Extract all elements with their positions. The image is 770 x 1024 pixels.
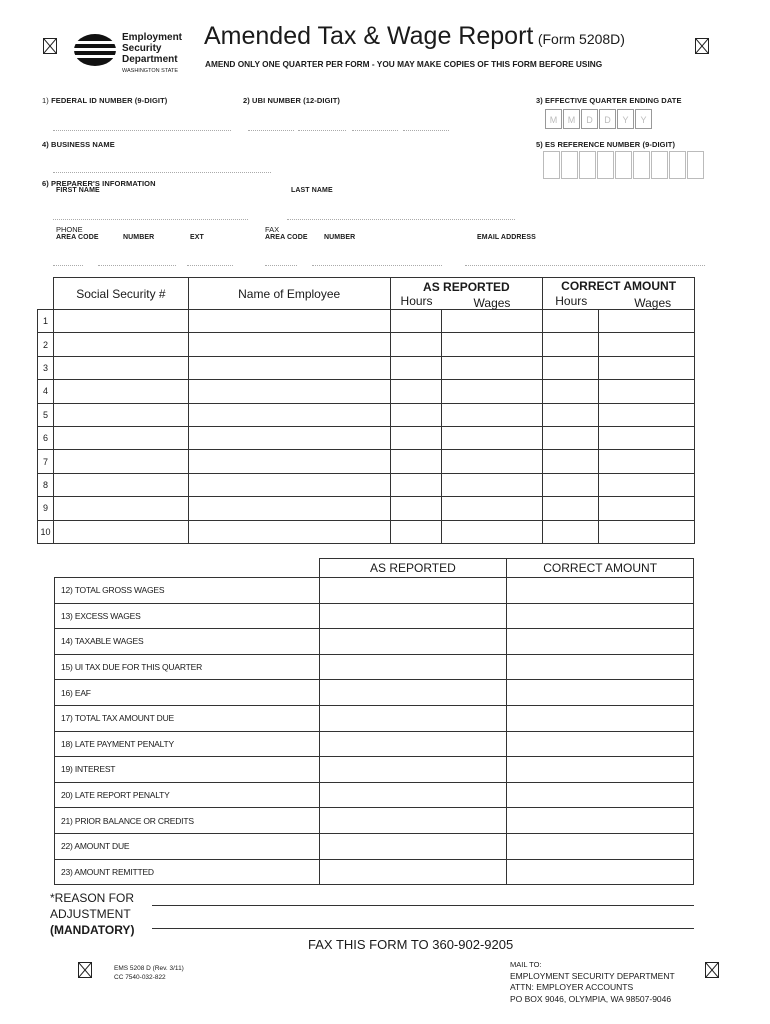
es-box[interactable] (597, 151, 614, 179)
page-subtitle: AMEND ONLY ONE QUARTER PER FORM - YOU MAY MAKE COPIES OF THIS FORM BEFORE USING (205, 59, 603, 69)
as-reported-cell[interactable] (319, 757, 507, 783)
reported-wages-cell[interactable] (442, 310, 543, 333)
mail-line-1: MAIL TO: (510, 960, 542, 969)
ssn-cell[interactable] (53, 520, 188, 543)
summary-label: 23) AMOUNT REMITTED (55, 859, 320, 885)
summary-row (55, 578, 694, 604)
summary-row (55, 782, 694, 808)
es-box[interactable] (687, 151, 704, 179)
summary-label: 13) EXCESS WAGES (55, 603, 320, 629)
table-row (38, 310, 695, 333)
row-number: 7 (38, 450, 54, 473)
reported-hours-cell[interactable] (390, 520, 442, 543)
as-reported-cell[interactable] (319, 833, 507, 859)
reported-wages-cell[interactable] (442, 426, 543, 449)
registration-mark-top-right (695, 38, 709, 54)
summary-correct-amount-header: CORRECT AMOUNT (507, 559, 694, 578)
as-reported-cell[interactable] (319, 782, 507, 808)
as-reported-cell[interactable] (319, 578, 507, 604)
registration-mark-top-left (43, 38, 57, 54)
correct-amount-cell[interactable] (507, 808, 694, 834)
phone-ext-field[interactable] (187, 265, 233, 266)
reported-hours-cell[interactable] (390, 450, 442, 473)
reported-hours-cell[interactable] (390, 426, 442, 449)
form-code (114, 964, 184, 982)
es-box[interactable] (543, 151, 560, 179)
summary-header (55, 559, 694, 578)
summary-label: 15) UI TAX DUE FOR THIS QUARTER (55, 654, 320, 680)
reported-hours-cell[interactable] (390, 310, 442, 333)
es-box[interactable] (561, 151, 578, 179)
correct-hours-cell[interactable] (543, 380, 599, 403)
reported-wages-cell[interactable] (442, 520, 543, 543)
correct-wages-cell[interactable] (599, 450, 695, 473)
summary-label: 12) TOTAL GROSS WAGES (55, 578, 320, 604)
ssn-cell[interactable] (53, 380, 188, 403)
es-box[interactable] (579, 151, 596, 179)
as-reported-title: AS REPORTED (423, 280, 510, 294)
es-box[interactable] (633, 151, 650, 179)
first-name-field[interactable] (53, 219, 248, 220)
correct-wages-cell[interactable] (599, 333, 695, 356)
reason-label (50, 890, 134, 938)
form-code-line-2: CC 7540-032-822 (114, 974, 166, 981)
phone-ext-label: EXT (190, 234, 204, 241)
email-address-label: EMAIL ADDRESS (477, 234, 536, 241)
reported-wages-cell[interactable] (442, 473, 543, 496)
table-row (38, 520, 695, 543)
correct-amount-title: CORRECT AMOUNT (561, 279, 677, 293)
correct-wages-cell[interactable] (599, 426, 695, 449)
row-number: 9 (38, 497, 54, 520)
reported-hours-cell[interactable] (390, 333, 442, 356)
correct-amount-cell[interactable] (507, 757, 694, 783)
reported-hours-cell[interactable] (390, 356, 442, 379)
date-box[interactable]: D (599, 109, 616, 129)
name-cell[interactable] (188, 333, 390, 356)
name-cell[interactable] (188, 380, 390, 403)
table-row (38, 497, 695, 520)
fax-label: FAX (265, 225, 280, 234)
summary-row (55, 654, 694, 680)
logo-line-3: Department (122, 54, 178, 65)
name-cell[interactable] (188, 497, 390, 520)
federal-id-label: 1) FEDERAL ID NUMBER (9-DIGIT) (42, 96, 168, 105)
summary-row (55, 808, 694, 834)
registration-mark-bottom-right (705, 962, 719, 978)
correct-amount-cell[interactable] (507, 578, 694, 604)
business-name-field[interactable] (53, 172, 271, 173)
summary-table (54, 558, 694, 885)
correct-wages-cell[interactable] (599, 520, 695, 543)
correct-wages-cell[interactable] (599, 497, 695, 520)
ssn-cell[interactable] (53, 310, 188, 333)
correct-hours-cell[interactable] (543, 426, 599, 449)
table-row (38, 356, 695, 379)
mail-to-address (510, 959, 675, 1005)
as-reported-cell[interactable] (319, 705, 507, 731)
summary-label: 20) LATE REPORT PENALTY (55, 782, 320, 808)
business-name-label: 4) BUSINESS NAME (42, 140, 115, 149)
summary-row (55, 859, 694, 885)
email-field[interactable] (465, 265, 705, 266)
summary-label: 17) TOTAL TAX AMOUNT DUE (55, 705, 320, 731)
correct-amount-cell[interactable] (507, 782, 694, 808)
correct-hours-cell[interactable] (543, 473, 599, 496)
correct-amount-wages: Wages (634, 296, 672, 310)
reported-wages-cell[interactable] (442, 450, 543, 473)
page-title (204, 22, 625, 51)
reported-wages-cell[interactable] (442, 356, 543, 379)
registration-mark-bottom-left (78, 962, 92, 978)
name-cell[interactable] (188, 520, 390, 543)
as-reported-header (390, 278, 543, 310)
reason-line-3: (MANDATORY) (50, 923, 135, 937)
mail-line-2: EMPLOYMENT SECURITY DEPARTMENT (510, 970, 675, 981)
preparer-info-label: 6) PREPARER'S INFORMATION (42, 179, 156, 188)
as-reported-cell[interactable] (319, 859, 507, 885)
reported-hours-cell[interactable] (390, 380, 442, 403)
row-number: 4 (38, 380, 54, 403)
mail-line-4: PO BOX 9046, OLYMPIA, WA 98507-9046 (510, 993, 672, 1004)
correct-amount-hours: Hours (555, 294, 588, 308)
fax-instruction: FAX THIS FORM TO 360-902-9205 (308, 937, 514, 952)
as-reported-cell[interactable] (319, 680, 507, 706)
fax-area-code-label: AREA CODE (265, 234, 308, 241)
correct-wages-cell[interactable] (599, 403, 695, 426)
table-row (38, 380, 695, 403)
date-box[interactable]: M (563, 109, 580, 129)
ubi-number-field-1[interactable] (248, 130, 294, 131)
ubi-number-label: 2) UBI NUMBER (12-DIGIT) (243, 96, 340, 105)
correct-amount-cell[interactable] (507, 705, 694, 731)
summary-label: 14) TAXABLE WAGES (55, 629, 320, 655)
federal-id-field[interactable] (53, 130, 231, 131)
col-name-header: Name of Employee (188, 278, 390, 310)
correct-hours-cell[interactable] (543, 450, 599, 473)
phone-area-code-label: AREA CODE (56, 234, 99, 241)
es-box[interactable] (669, 151, 686, 179)
ssn-cell[interactable] (53, 403, 188, 426)
correct-wages-cell[interactable] (599, 380, 695, 403)
name-cell[interactable] (188, 403, 390, 426)
summary-label: 19) INTEREST (55, 757, 320, 783)
summary-label: 16) EAF (55, 680, 320, 706)
reported-wages-cell[interactable] (442, 333, 543, 356)
ubi-number-field-2[interactable] (298, 130, 346, 131)
as-reported-wages: Wages (473, 296, 511, 310)
employee-table-header (38, 278, 695, 310)
reported-wages-cell[interactable] (442, 497, 543, 520)
row-number: 3 (38, 356, 54, 379)
summary-row (55, 629, 694, 655)
as-reported-cell[interactable] (319, 731, 507, 757)
summary-row (55, 705, 694, 731)
ssn-cell[interactable] (53, 356, 188, 379)
title-form: (Form 5208D) (537, 31, 625, 47)
correct-wages-cell[interactable] (599, 356, 695, 379)
col-ssn-header: Social Security # (53, 278, 188, 310)
phone-area-code-field[interactable] (53, 265, 83, 266)
esd-logo (72, 30, 192, 78)
fax-area-code-field[interactable] (265, 265, 297, 266)
date-box[interactable]: Y (617, 109, 634, 129)
row-number: 1 (38, 310, 54, 333)
reported-hours-cell[interactable] (390, 473, 442, 496)
title-main: Amended Tax & Wage Report (204, 22, 534, 50)
quarter-ending-label: 3) EFFECTIVE QUARTER ENDING DATE (536, 96, 682, 105)
phone-number-label: NUMBER (123, 234, 155, 241)
correct-hours-cell[interactable] (543, 403, 599, 426)
reported-wages-cell[interactable] (442, 403, 543, 426)
table-row (38, 473, 695, 496)
table-row (38, 450, 695, 473)
table-row (38, 333, 695, 356)
fax-number-label: NUMBER (324, 234, 356, 241)
correct-amount-cell[interactable] (507, 603, 694, 629)
ssn-cell[interactable] (53, 426, 188, 449)
row-number: 5 (38, 403, 54, 426)
date-box[interactable]: D (581, 109, 598, 129)
ubi-number-field-3[interactable] (352, 130, 398, 131)
logo-line-2: Security (122, 43, 162, 54)
correct-hours-cell[interactable] (543, 310, 599, 333)
table-row (38, 426, 695, 449)
date-box[interactable]: M (545, 109, 562, 129)
correct-hours-cell[interactable] (543, 356, 599, 379)
as-reported-hours: Hours (400, 294, 433, 308)
correct-hours-cell[interactable] (543, 497, 599, 520)
reason-field-line-2[interactable] (152, 928, 694, 929)
correct-amount-cell[interactable] (507, 629, 694, 655)
reported-hours-cell[interactable] (390, 403, 442, 426)
correct-amount-cell[interactable] (507, 731, 694, 757)
name-cell[interactable] (188, 310, 390, 333)
ubi-number-field-4[interactable] (403, 130, 449, 131)
row-number: 8 (38, 473, 54, 496)
summary-label: 21) PRIOR BALANCE OR CREDITS (55, 808, 320, 834)
name-cell[interactable] (188, 473, 390, 496)
correct-amount-cell[interactable] (507, 680, 694, 706)
name-cell[interactable] (188, 450, 390, 473)
correct-amount-cell[interactable] (507, 654, 694, 680)
correct-wages-cell[interactable] (599, 473, 695, 496)
summary-label: 18) LATE PAYMENT PENALTY (55, 731, 320, 757)
date-box[interactable]: Y (635, 109, 652, 129)
correct-hours-cell[interactable] (543, 520, 599, 543)
last-name-label: LAST NAME (291, 187, 333, 194)
reported-wages-cell[interactable] (442, 380, 543, 403)
logo-line-4: WASHINGTON STATE (122, 68, 179, 74)
reason-field-line-1[interactable] (152, 905, 694, 906)
reported-hours-cell[interactable] (390, 497, 442, 520)
employee-table (37, 277, 695, 544)
correct-amount-header (543, 278, 695, 310)
es-box[interactable] (651, 151, 668, 179)
ssn-cell[interactable] (53, 473, 188, 496)
correct-amount-cell[interactable] (507, 833, 694, 859)
ssn-cell[interactable] (53, 497, 188, 520)
as-reported-cell[interactable] (319, 808, 507, 834)
name-cell[interactable] (188, 356, 390, 379)
summary-as-reported-header: AS REPORTED (319, 559, 507, 578)
last-name-field[interactable] (287, 219, 515, 220)
table-row (38, 403, 695, 426)
ssn-cell[interactable] (53, 450, 188, 473)
summary-row (55, 603, 694, 629)
first-name-label: FIRST NAME (56, 187, 100, 194)
phone-number-field[interactable] (98, 265, 176, 266)
summary-row (55, 833, 694, 859)
as-reported-cell[interactable] (319, 603, 507, 629)
summary-row (55, 757, 694, 783)
es-reference-label: 5) ES REFERENCE NUMBER (9-DIGIT) (536, 140, 676, 149)
row-number: 2 (38, 333, 54, 356)
form-code-line-1: EMS 5208 D (Rev. 3/11) (114, 965, 184, 972)
logo-line-1: Employment (122, 32, 183, 43)
phone-label: PHONE (56, 225, 83, 234)
name-cell[interactable] (188, 426, 390, 449)
correct-amount-cell[interactable] (507, 859, 694, 885)
fax-number-field[interactable] (312, 265, 442, 266)
as-reported-cell[interactable] (319, 654, 507, 680)
esd-logo-icon (72, 32, 118, 68)
es-box[interactable] (615, 151, 632, 179)
ssn-cell[interactable] (53, 333, 188, 356)
row-number: 10 (38, 520, 54, 543)
reason-line-1: *REASON FOR (50, 891, 135, 905)
correct-hours-cell[interactable] (543, 333, 599, 356)
summary-row (55, 680, 694, 706)
row-number: 6 (38, 426, 54, 449)
as-reported-cell[interactable] (319, 629, 507, 655)
summary-label: 22) AMOUNT DUE (55, 833, 320, 859)
mail-line-3: ATTN: EMPLOYER ACCOUNTS (510, 982, 634, 992)
reason-line-2: ADJUSTMENT (50, 907, 131, 921)
correct-wages-cell[interactable] (599, 310, 695, 333)
summary-row (55, 731, 694, 757)
